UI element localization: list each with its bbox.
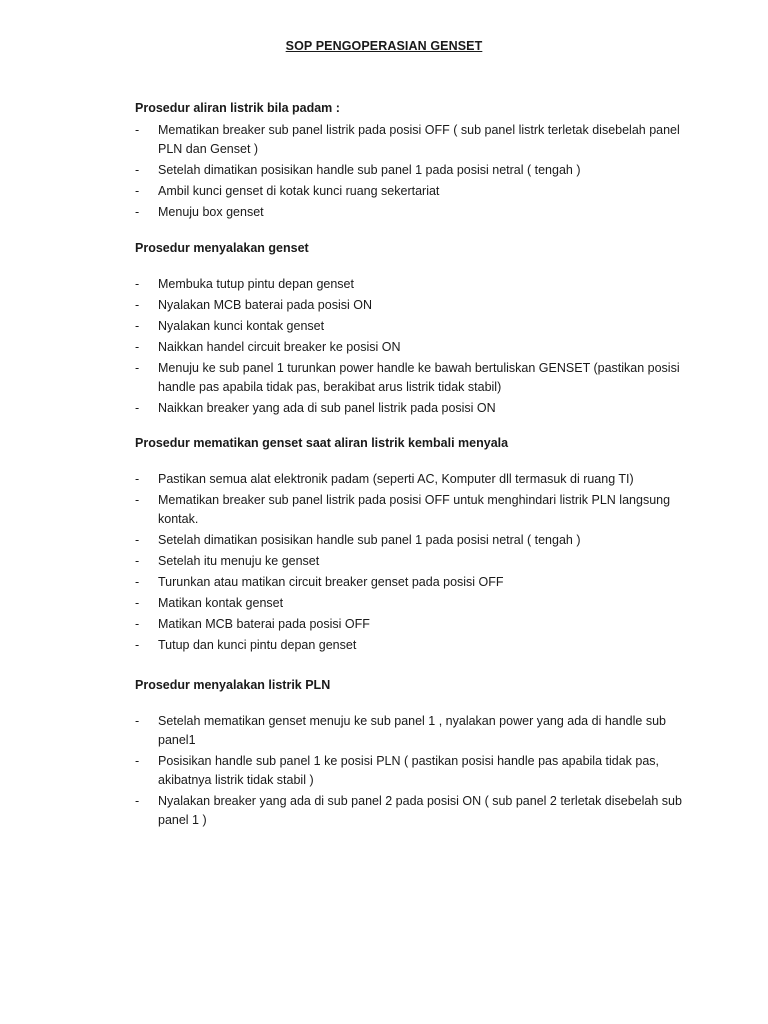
list-item-text: Matikan MCB baterai pada posisi OFF [158, 617, 370, 631]
list-item-text: Naikkan handel circuit breaker ke posisi ON [158, 340, 401, 354]
list-item [135, 296, 695, 315]
list-item [135, 491, 695, 529]
bullet-dash: - [135, 617, 140, 631]
section-heading: Prosedur menyalakan listrik PLN [135, 678, 331, 692]
bullet-dash: - [135, 319, 140, 333]
step-list [135, 470, 695, 655]
list-item [135, 338, 695, 357]
bullet-dash: - [135, 714, 140, 728]
list-item [135, 399, 695, 418]
section-power-outage [135, 98, 695, 224]
list-item-text: Matikan kontak genset [158, 596, 284, 610]
bullet-dash: - [135, 493, 140, 507]
bullet-dash: - [135, 754, 140, 768]
list-item [135, 275, 695, 294]
list-item [135, 203, 695, 222]
list-item [135, 615, 695, 634]
list-item-text: Pastikan semua alat elektronik padam (seperti AC, Komputer dll termasuk di ruang TI) [158, 472, 634, 486]
section-heading: Prosedur aliran listrik bila padam : [135, 101, 340, 115]
list-item [135, 712, 695, 750]
bullet-dash: - [135, 401, 140, 415]
list-item [135, 531, 695, 550]
bullet-dash: - [135, 298, 140, 312]
bullet-dash: - [135, 575, 140, 589]
bullet-dash: - [135, 205, 140, 219]
bullet-dash: - [135, 533, 140, 547]
list-item-text: Nyalakan kunci kontak genset [158, 319, 325, 333]
list-item-text: Naikkan breaker yang ada di sub panel listrik pada posisi ON [158, 401, 496, 415]
list-item-text: Setelah dimatikan posisikan handle sub panel 1 pada posisi netral ( tengah ) [158, 533, 581, 547]
list-item [135, 470, 695, 489]
bullet-dash: - [135, 123, 140, 137]
bullet-dash: - [135, 596, 140, 610]
list-item [135, 359, 695, 397]
list-item-text: Setelah mematikan genset menuju ke sub panel 1 , nyalakan power yang ada di handle sub panel1 [158, 714, 666, 747]
bullet-dash: - [135, 277, 140, 291]
list-item [135, 552, 695, 571]
bullet-dash: - [135, 340, 140, 354]
bullet-dash: - [135, 554, 140, 568]
list-item-text: Membuka tutup pintu depan genset [158, 277, 354, 291]
list-item-text: Setelah dimatikan posisikan handle sub panel 1 pada posisi netral ( tengah ) [158, 163, 581, 177]
list-item [135, 317, 695, 336]
section-start-genset [135, 238, 695, 420]
document-title: SOP PENGOPERASIAN GENSET [285, 39, 483, 53]
list-item [135, 182, 695, 201]
list-item-text: Mematikan breaker sub panel listrik pada posisi OFF ( sub panel listrk terletak disebelah panel PLN dan Genset ) [158, 123, 680, 156]
step-list [135, 275, 695, 418]
list-item-text: Menuju ke sub panel 1 turunkan power handle ke bawah bertuliskan GENSET (pastikan posisi handle pas apabila tidak pas, berakibat arus listrik tidak stabil) [158, 361, 680, 394]
step-list [135, 712, 695, 830]
list-item [135, 121, 695, 159]
list-item [135, 636, 695, 655]
bullet-dash: - [135, 163, 140, 177]
list-item-text: Posisikan handle sub panel 1 ke posisi PLN ( pastikan posisi handle pas apabila tidak pas, akibatnya listrik tidak stabil ) [158, 754, 660, 787]
section-heading: Prosedur menyalakan genset [135, 241, 309, 255]
list-item-text: Tutup dan kunci pintu depan genset [158, 638, 357, 652]
list-item-text: Menuju box genset [158, 205, 264, 219]
bullet-dash: - [135, 794, 140, 808]
bullet-dash: - [135, 184, 140, 198]
list-item-text: Mematikan breaker sub panel listrik pada posisi OFF untuk menghindari listrik PLN langsung kontak. [158, 493, 671, 526]
list-item [135, 573, 695, 592]
bullet-dash: - [135, 638, 140, 652]
list-item-text: Ambil kunci genset di kotak kunci ruang sekertariat [158, 184, 440, 198]
bullet-dash: - [135, 472, 140, 486]
list-item [135, 752, 695, 790]
list-item [135, 594, 695, 613]
section-heading: Prosedur mematikan genset saat aliran listrik kembali menyala [135, 436, 509, 450]
bullet-dash: - [135, 361, 140, 375]
section-stop-genset [135, 433, 695, 657]
list-item-text: Turunkan atau matikan circuit breaker genset pada posisi OFF [158, 575, 504, 589]
section-restore-pln [135, 675, 695, 832]
list-item [135, 161, 695, 180]
list-item [135, 792, 695, 830]
list-item-text: Setelah itu menuju ke genset [158, 554, 320, 568]
list-item-text: Nyalakan breaker yang ada di sub panel 2 pada posisi ON ( sub panel 2 terletak disebelah sub panel 1 ) [158, 794, 682, 827]
list-item-text: Nyalakan MCB baterai pada posisi ON [158, 298, 372, 312]
step-list [135, 121, 695, 222]
